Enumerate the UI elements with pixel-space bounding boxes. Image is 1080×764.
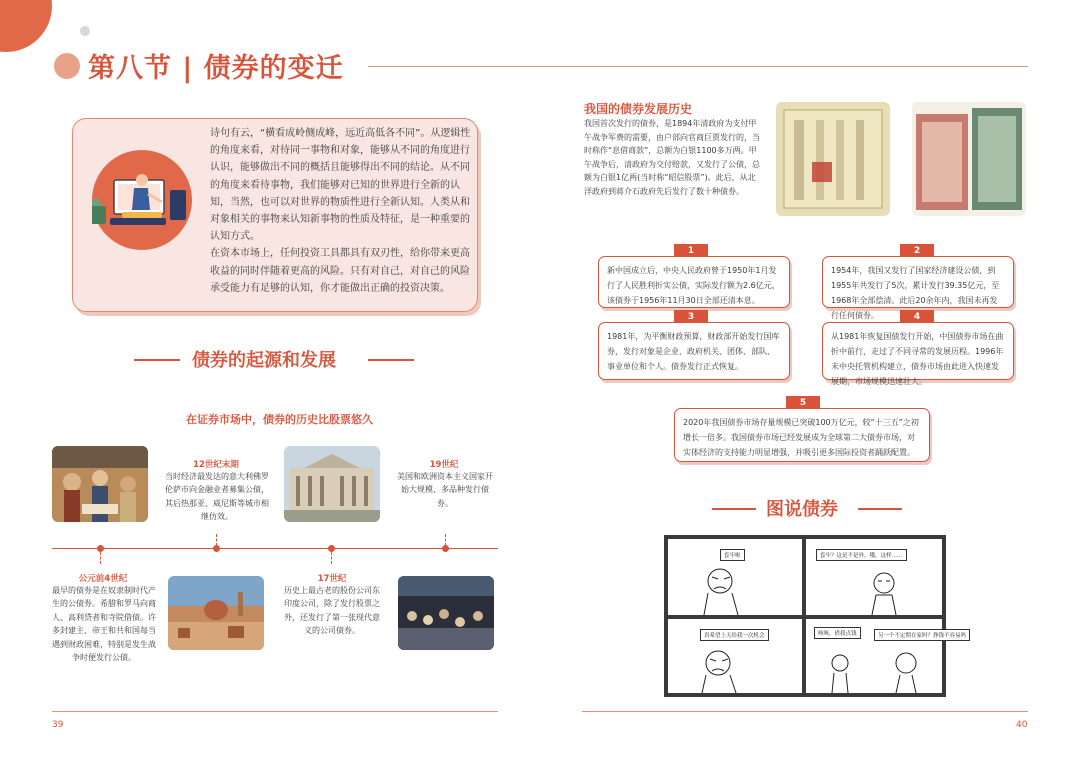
old-bond-certificate-image: [912, 102, 1026, 216]
building-image: [284, 446, 380, 522]
florence-city-image: [168, 576, 264, 650]
timeline-text: 历史上最古老的股份公司东印度公司，除了发行股票之外，还发行了第一张现代意义的公司债券。: [284, 586, 380, 636]
timeline-text: 最早的债券是在奴隶制时代产生的公债券。希腊和罗马向商人、高利贷者和寺院借债。许多封建主、帝王和共和国每当遇到财政困难，特别是发生战争时便发行公债。: [52, 586, 156, 663]
timeline-dot: [213, 545, 220, 552]
speech-bubble: 另一个不定期在家吗？挣钱不容易吗: [874, 629, 970, 641]
origin-heading: 债券的起源和发展: [192, 350, 336, 371]
comic-panel: [668, 539, 802, 615]
history-card: 1981年，为平衡财政预算，财政部开始发行国库券，发行对象是企业、政府机关、团体、部队、事业单位和个人。债券发行正式恢复。: [598, 322, 790, 380]
footer-rule-left: [52, 711, 498, 712]
speech-bubble: 真希望上天给我一次机会: [700, 629, 769, 641]
china-history-title: 我国的债券发展历史: [584, 102, 693, 116]
intro-paragraph: 诗句有云，“横看成岭侧成峰，远近高低各不同”。从逻辑性的角度来看，对待同一事物和对象，能够从不同的角度进行认识，能够做出不同的概括且能够得出不同的结论。从不同的角度来看待事物，我们能够对已知的世界进行全新的认知，当然，也可以对世界的物质性进行全新认知。人类从和对象相关的事物来认知新事物的性质及特征，是一种重要的认知方式。: [210, 128, 471, 243]
timeline-dot: [328, 545, 335, 552]
intro-paragraph: 在资本市场上，任何投资工具都具有双刃性，给你带来更高收益的同时伴随着更高的风险。只有对自己，对自己的风险承受能力有足够的认知，你才能做出正确的投资决策。: [210, 248, 470, 294]
timeline-dot: [442, 545, 449, 552]
timeline-text: 美国和欧洲资本主义国家开始大规模、多品种发行债券。: [397, 472, 493, 508]
heading-rule-right: [858, 508, 902, 510]
timeline-tick: [445, 534, 447, 546]
timeline-tick: [216, 534, 218, 546]
old-bond-image: [776, 102, 890, 216]
history-card: 1954年，我国又发行了国家经济建设公债，到1955年共发行了5次，累计发行39.35亿元，至1968年全部偿清。此后20余年内，我国未再发行任何债券。: [822, 256, 1014, 308]
origin-subtitle: 在证券市场中，债券的历史比股票悠久: [186, 413, 373, 426]
china-history-text: 我国首次发行的债券，是1894年清政府为支付甲午战争军费的需要，由户部向官商巨贾发行的，当时称作“息借商款”，总额为白银1100多万两。甲午战争后，清政府为交付赔款，又发行了公债，总额为白银1亿两(当时称“昭信股票”)。此后，从北洋政府到蒋介石政府先后发行了数十种债券。: [584, 119, 760, 196]
card-number-badge: 4: [900, 310, 934, 324]
heading-rule-left: [134, 359, 180, 361]
history-card: 从1981年恢复国债发行开始，中国债券市场在曲折中前行，走过了不同寻常的发展历程。1996年末中央托管机构建立，债券市场由此进入快速发展期，市场规模迅速壮大。: [822, 322, 1014, 380]
timeline-tick: [100, 552, 102, 564]
comic-strip: [664, 535, 967, 697]
footer-rule-right: [582, 711, 1028, 712]
card-number-badge: 5: [786, 396, 820, 410]
page-number-right: 40: [1016, 720, 1028, 730]
timeline-tick: [331, 552, 333, 564]
timeline-era: 17世纪: [317, 574, 347, 584]
reading-person-illustration: [92, 150, 192, 250]
comic-panel: [668, 619, 802, 693]
intro-illustration: [92, 150, 192, 250]
intro-text: [210, 125, 472, 297]
timeline-dot: [97, 545, 104, 552]
card-number-badge: 1: [674, 244, 708, 258]
heading-rule-left: [712, 508, 756, 510]
timeline-text: 当时经济最发达的意大利佛罗伦萨市向金融业者募集公债，其后热那亚、威尼斯等城市相继仿效。: [165, 472, 269, 522]
comic-panel: [806, 619, 967, 693]
timeline-axis: [52, 548, 498, 549]
heading-rule-right: [368, 359, 414, 361]
card-number-badge: 3: [674, 310, 708, 324]
title-rule: [368, 66, 1028, 67]
speech-bubble: 套牢？这是不是外，哦，这样……: [816, 549, 907, 561]
corner-decoration: [0, 0, 52, 52]
decorative-dot: [80, 26, 90, 36]
ancient-market-image: [52, 446, 148, 522]
speech-bubble: 套牢啦: [720, 549, 745, 561]
stock-exchange-image: [398, 576, 494, 650]
card-number-badge: 2: [900, 244, 934, 258]
speech-bubble: 咳咳，借我点钱: [814, 627, 861, 639]
comic-heading: 图说债券: [766, 499, 838, 520]
timeline-era: 19世纪: [429, 460, 459, 470]
title-bullet-dot: [54, 53, 80, 79]
timeline-era: 公元前4世纪: [78, 574, 128, 584]
history-card: 新中国成立后，中央人民政府曾于1950年1月发行了人民胜利折实公债，实际发行额为2.6亿元，该债券于1956年11月30日全部还清本息。: [598, 256, 790, 308]
page-number-left: 39: [52, 720, 64, 730]
page-title: 第八节 | 债券的变迁: [88, 53, 344, 84]
history-card: 2020年我国债券市场存量规模已突破100万亿元，较“十三五”之初增长一倍多。我国债券市场已经发展成为全球第二大债券市场，对实体经济的支持能力明显增强，并吸引更多国际投资者踊跃配置。: [674, 408, 930, 462]
comic-panel: [806, 539, 942, 615]
timeline-era: 12世纪末期: [193, 460, 239, 470]
